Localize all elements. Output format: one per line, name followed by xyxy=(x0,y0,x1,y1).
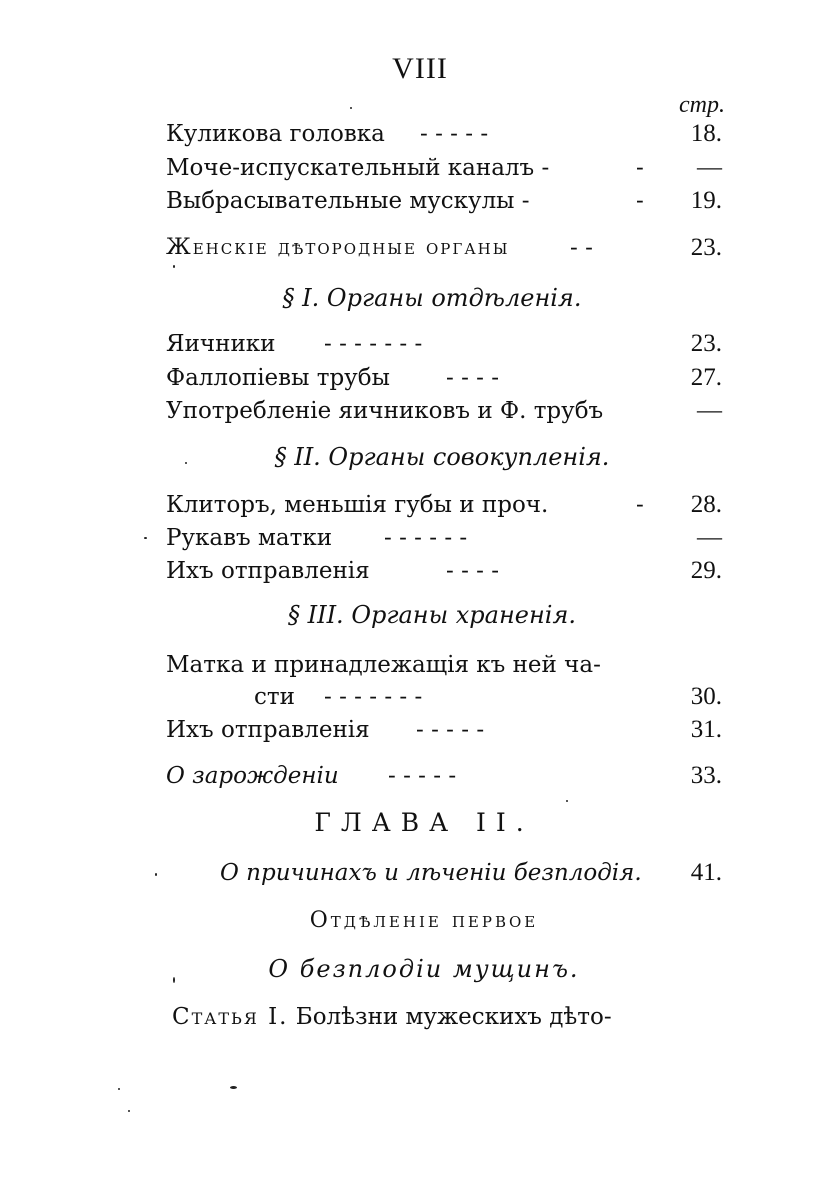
entry-page: 29. xyxy=(690,557,722,584)
entry-title: Употребленіе яичниковъ и Ф. трубъ xyxy=(166,398,604,424)
toc-entry xyxy=(166,554,722,588)
article-entry xyxy=(172,1000,732,1034)
entry-leader: - xyxy=(636,492,644,518)
entry-leader: - - - - - - - xyxy=(324,684,423,710)
entry-title: Выбрасывательные мускулы - xyxy=(166,188,530,214)
entry-leader: - xyxy=(636,188,644,214)
entry-page: 23. xyxy=(690,330,722,357)
entry-leader: - - xyxy=(570,235,593,261)
division-subtitle: О безплодіи мущинъ. xyxy=(268,955,580,983)
chapter-entry xyxy=(220,856,722,890)
toc-entry xyxy=(166,680,722,714)
entry-page: 18. xyxy=(690,120,722,147)
entry-title: Женскіе дѣторoдные органы xyxy=(166,235,510,260)
entry-page: 19. xyxy=(690,187,722,214)
page-number: VIII xyxy=(392,52,448,85)
toc-entry xyxy=(166,361,722,395)
entry-leader: - - - - - xyxy=(420,121,489,147)
entry-leader: - - - - - xyxy=(416,717,485,743)
toc-entry-line1 xyxy=(166,648,722,682)
toc-entry xyxy=(166,117,722,151)
entry-title: О зарожденіи xyxy=(166,763,339,789)
entry-page: 31. xyxy=(690,716,722,743)
article-label: Статья I. xyxy=(172,1004,289,1030)
entry-leader: - - - - xyxy=(446,365,500,391)
entry-page: — xyxy=(697,397,722,424)
entry-leader: - - - - - - xyxy=(384,525,468,551)
entry-page: — xyxy=(697,154,722,181)
entry-page: 27. xyxy=(690,364,722,391)
entry-leader: - - - - xyxy=(446,558,500,584)
entry-title: Клиторъ, меньшія губы и проч. xyxy=(166,492,549,518)
entry-title: Яичники xyxy=(166,331,276,357)
entry-page: — xyxy=(697,524,722,551)
entry-leader: - xyxy=(636,155,644,181)
entry-title: Рукавъ матки xyxy=(166,525,333,551)
toc-entry xyxy=(166,394,722,428)
chapter-heading: ГЛАВА II. xyxy=(314,808,534,837)
entry-title-continuation: сти xyxy=(254,684,295,710)
toc-entry xyxy=(166,713,722,747)
entry-title: Моче-испускательный каналъ - xyxy=(166,155,550,181)
section-heading: § II. Органы совокупленія. xyxy=(274,443,610,471)
entry-leader: - - - - - xyxy=(388,763,457,789)
entry-title: Куликова головка xyxy=(166,121,385,147)
toc-entry xyxy=(166,488,722,522)
entry-title: Фаллопіевы трубы xyxy=(166,365,390,391)
section-heading: § III. Органы храненія. xyxy=(287,601,576,629)
toc-entry xyxy=(166,759,722,793)
entry-page: 28. xyxy=(690,491,722,518)
section-heading: § I. Органы отдѣленія. xyxy=(282,284,582,312)
entry-page: 23. xyxy=(690,234,722,261)
entry-title: Ихъ отправленія xyxy=(166,717,370,743)
entry-title: Матка и принадлежащія къ ней ча- xyxy=(166,652,601,678)
toc-entry xyxy=(166,327,722,361)
entry-page: 30. xyxy=(690,683,722,710)
entry-page: 33. xyxy=(690,762,722,789)
division-heading: Отдѣленіе первое xyxy=(309,908,539,933)
toc-entry xyxy=(166,184,722,218)
page-column-label: стр. xyxy=(679,92,725,118)
toc-entry xyxy=(166,151,722,185)
entry-leader: - - - - - - - xyxy=(324,331,423,357)
toc-entry xyxy=(166,521,722,555)
entry-title: О причинахъ и лѣченіи безплодія. xyxy=(220,860,642,886)
entry-title: Ихъ отправленія xyxy=(166,558,370,584)
toc-entry xyxy=(166,231,722,265)
article-title: Болѣзни мужескихъ дѣто- xyxy=(295,1004,612,1030)
entry-page: 41. xyxy=(690,859,722,886)
article-line xyxy=(172,1000,612,1034)
